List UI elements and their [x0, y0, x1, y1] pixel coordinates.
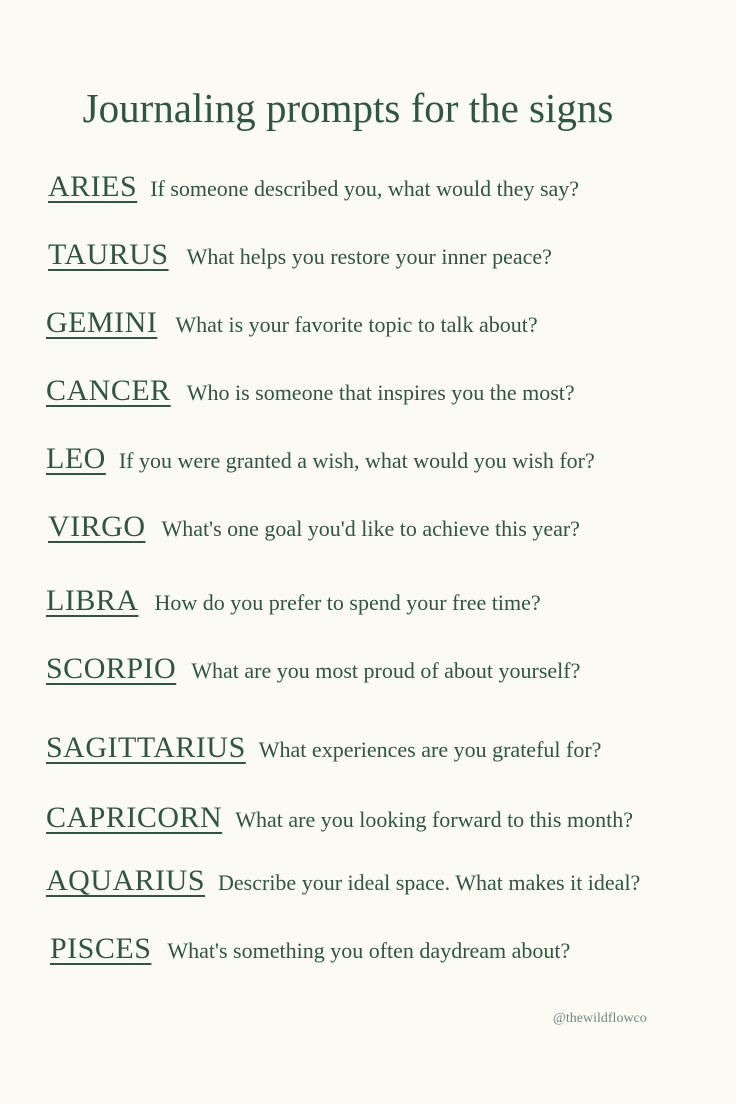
sign-label: AQUARIUS	[46, 864, 206, 897]
sign-label: SAGITTARIUS	[46, 731, 246, 764]
prompt-text: If someone described you, what would they say?	[150, 176, 580, 201]
prompt-text: What's one goal you'd like to achieve this year?	[161, 516, 580, 541]
sign-label: LEO	[46, 442, 106, 475]
prompt-text: What is your favorite topic to talk about?	[175, 312, 538, 337]
sign-label: LIBRA	[46, 584, 139, 617]
prompt-row-gemini	[46, 308, 538, 338]
prompt-text: If you were granted a wish, what would you wish for?	[118, 448, 595, 473]
prompt-row-capricorn	[46, 803, 633, 833]
prompt-text: How do you prefer to spend your free time?	[154, 590, 541, 615]
sign-label: GEMINI	[46, 306, 158, 339]
prompt-row-pisces	[50, 934, 570, 964]
sign-label: TAURUS	[48, 238, 169, 271]
prompt-text: What helps you restore your inner peace?	[186, 244, 552, 269]
sign-label: CAPRICORN	[46, 801, 223, 834]
prompt-row-aquarius	[46, 866, 640, 896]
prompt-row-aries	[48, 172, 579, 202]
prompt-text: Who is someone that inspires you the most?	[186, 380, 575, 405]
prompt-text: What are you most proud of about yourself?	[191, 658, 581, 683]
sign-label: CANCER	[46, 374, 171, 407]
sign-label: ARIES	[48, 170, 138, 203]
prompt-row-leo	[46, 444, 595, 474]
prompt-row-sagittarius	[46, 733, 601, 763]
sign-label: VIRGO	[48, 510, 146, 543]
prompt-row-scorpio	[46, 654, 580, 684]
sign-label: SCORPIO	[46, 652, 177, 685]
prompt-row-virgo	[48, 512, 580, 542]
page-title: Journaling prompts for the signs	[82, 85, 614, 131]
prompt-row-libra	[46, 586, 541, 616]
prompt-text: What are you looking forward to this month?	[235, 807, 633, 832]
author-credit: @thewildflowco	[553, 1011, 647, 1026]
prompt-row-taurus	[48, 240, 552, 270]
sign-label: PISCES	[50, 932, 152, 965]
prompt-text: What's something you often daydream about?	[167, 938, 571, 963]
prompt-text: What experiences are you grateful for?	[258, 737, 602, 762]
prompt-row-cancer	[46, 376, 575, 406]
prompt-text: Describe your ideal space. What makes it ideal?	[218, 870, 641, 895]
